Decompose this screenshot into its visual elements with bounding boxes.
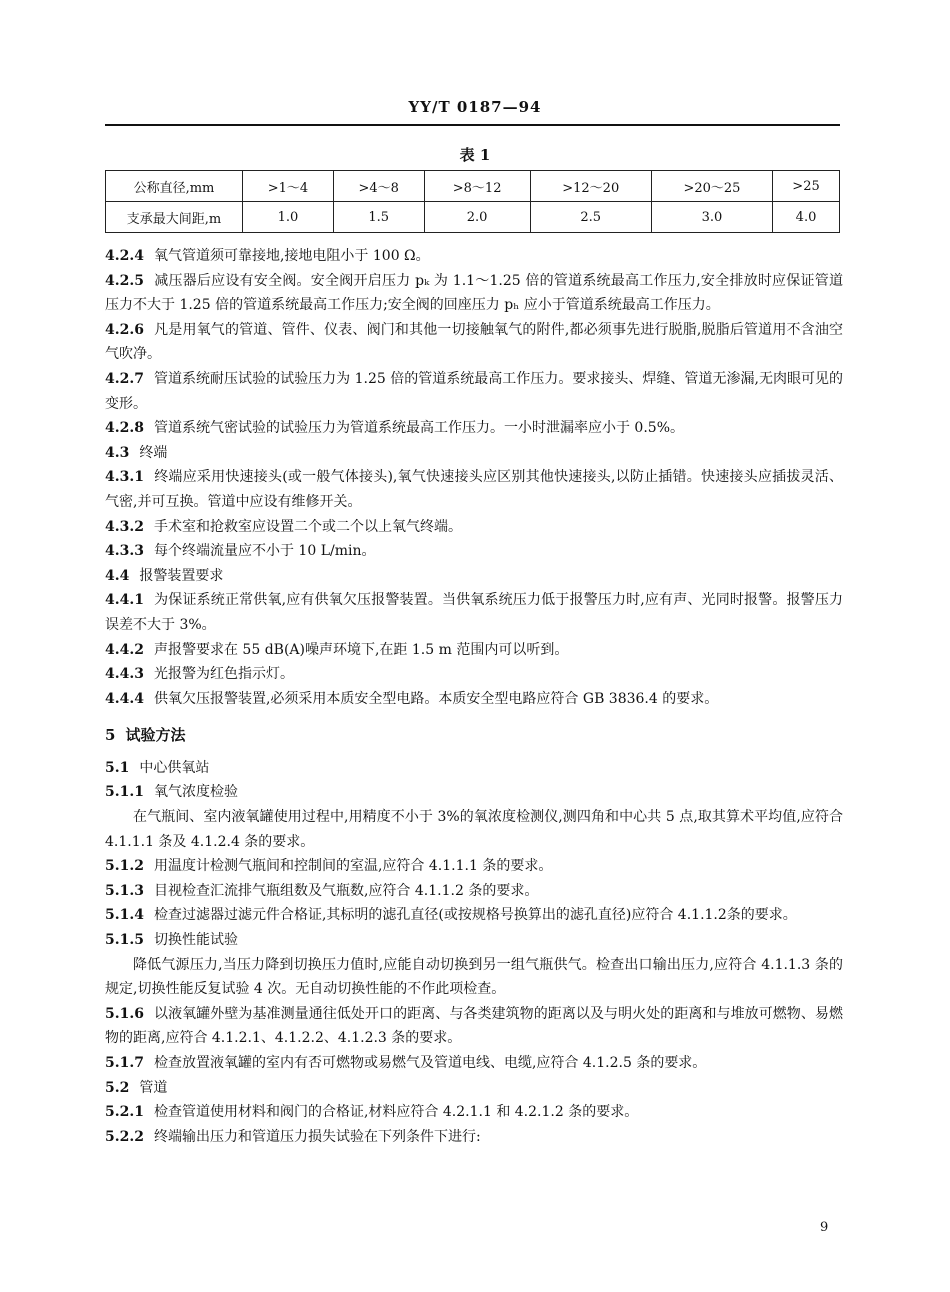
clause-text: 声报警要求在 55 dB(A)噪声环境下,在距 1.5 m 范围内可以听到。 <box>153 641 569 658</box>
table-cell: 4.0 <box>773 202 840 233</box>
row-header: 公称直径,mm <box>106 171 243 202</box>
clause-number: 4.2.5 <box>105 272 144 289</box>
clause-number: 4.4.2 <box>105 641 144 658</box>
table-cell: >25 <box>773 171 840 202</box>
clause-number: 5.1.6 <box>105 1005 144 1022</box>
clause-text: 供氧欠压报警装置,必须采用本质安全型电路。本质安全型电路应符合 GB 3836.4 的要求。 <box>153 690 719 707</box>
clause-text: 终端应采用快速接头(或一般气体接头),氧气快速接头应区别其他快速接头,以防止插错。快速接头应插拔灵活、气密,并可互换。管道中应设有维修开关。 <box>105 469 843 510</box>
table-cell: 2.5 <box>530 202 651 233</box>
clause-paragraph <box>105 539 843 564</box>
clause-text: 切换性能试验 <box>153 932 238 949</box>
clause-number: 4.3.3 <box>105 543 144 560</box>
table-cell: >4～8 <box>333 171 424 202</box>
clause-paragraph <box>105 953 843 1002</box>
table-cell: 1.0 <box>243 202 334 233</box>
clause-paragraph <box>105 780 843 805</box>
clause-paragraph <box>105 638 843 663</box>
standard-code: YY/T 0187—94 <box>408 98 542 116</box>
clause-text: 检查过滤器过滤元件合格证,其标明的滤孔直径(或按规格号换算出的滤孔直径)应符合 4.1.1.2条的要求。 <box>153 907 797 924</box>
clause-paragraph <box>105 441 843 466</box>
header-rule <box>105 124 840 126</box>
clause-number: 4.3 <box>105 444 130 461</box>
clause-text: 手术室和抢救室应设置二个或二个以上氧气终端。 <box>153 518 462 535</box>
clause-text: 光报警为红色指示灯。 <box>153 666 294 683</box>
section-heading <box>105 723 843 748</box>
table-cell: 2.0 <box>424 202 530 233</box>
clause-paragraph <box>105 687 843 712</box>
clause-text: 管道系统气密试验的试验压力为管道系统最高工作压力。一小时泄漏率应小于 0.5%。 <box>153 420 684 437</box>
clause-text: 终端输出压力和管道压力损失试验在下列条件下进行: <box>153 1128 481 1145</box>
clause-text: 终端 <box>139 444 168 461</box>
clause-number: 4.4.3 <box>105 666 144 683</box>
clause-number: 5.1.5 <box>105 932 144 949</box>
clauses-section-5 <box>105 756 843 1150</box>
clause-paragraph <box>105 1051 843 1076</box>
clause-text: 在气瓶间、室内液氧罐使用过程中,用精度不小于 3%的氧浓度检测仪,测四角和中心共 5 点,取其算术平均值,应符合 4.1.1.1 条及 4.1.2.4 条的要求。 <box>105 809 843 850</box>
clause-number: 4.2.6 <box>105 321 144 338</box>
clause-paragraph <box>105 244 843 269</box>
section-number: 5 <box>105 726 116 745</box>
clause-text: 减压器后应设有安全阀。安全阀开启压力 pₖ 为 1.1～1.25 倍的管道系统最高工作压力,安全排放时应保证管道压力不大于 1.25 倍的管道系统最高工作压力;安全阀的回座压力 pₕ 应小于管道系统最高工作压力。 <box>105 272 843 314</box>
clause-paragraph <box>105 1002 843 1051</box>
clause-text: 氧气浓度检验 <box>153 784 238 801</box>
clause-paragraph <box>105 367 843 416</box>
clause-number: 5.2.2 <box>105 1128 144 1145</box>
clause-text: 检查管道使用材料和阀门的合格证,材料应符合 4.2.1.1 和 4.2.1.2 条的要求。 <box>153 1104 639 1121</box>
clause-number: 5.1.7 <box>105 1055 144 1071</box>
clause-paragraph <box>105 1125 843 1150</box>
clause-number: 5.1.1 <box>105 784 144 801</box>
clause-text: 中心供氧站 <box>139 759 210 776</box>
clause-number: 5.1.4 <box>105 907 144 924</box>
page-number: 9 <box>820 1220 829 1235</box>
table-cell: 3.0 <box>651 202 772 233</box>
clause-number: 4.4 <box>105 567 130 584</box>
clause-text: 凡是用氧气的管道、管件、仪表、阀门和其他一切接触氧气的附件,都必须事先进行脱脂,脱脂后管道用不含油空气吹净。 <box>105 321 843 363</box>
clause-text: 报警装置要求 <box>139 567 224 584</box>
clause-text: 以液氧罐外壁为基准测量通往低处开口的距离、与各类建筑物的距离以及与明火处的距离和与堆放可燃物、易燃物的距离,应符合 4.1.2.1、4.1.2.2、4.1.2.3 条的要求。 <box>105 1005 843 1047</box>
section-title: 试验方法 <box>125 726 186 745</box>
table-cell: >20～25 <box>651 171 772 202</box>
clause-paragraph <box>105 465 843 514</box>
clause-number: 4.3.2 <box>105 518 144 535</box>
clause-paragraph <box>105 854 843 879</box>
table-row <box>106 202 840 233</box>
clauses-section-4 <box>105 244 843 711</box>
clause-paragraph <box>105 269 843 318</box>
clause-text: 氧气管道须可靠接地,接地电阻小于 100 Ω。 <box>153 248 430 264</box>
clause-number: 4.4.1 <box>105 592 144 609</box>
clause-text: 为保证系统正常供氧,应有供氧欠压报警装置。当供氧系统压力低于报警压力时,应有声、光同时报警。报警压力误差不大于 3%。 <box>105 592 843 633</box>
clause-paragraph <box>105 515 843 540</box>
table-caption: 表 1 <box>459 146 491 164</box>
clause-number: 5.1.3 <box>105 882 144 899</box>
clause-number: 5.1 <box>105 759 130 776</box>
table-row <box>106 171 840 202</box>
clause-text: 管道系统耐压试验的试验压力为 1.25 倍的管道系统最高工作压力。要求接头、焊缝、管道无渗漏,无肉眼可见的变形。 <box>105 370 843 412</box>
table-cell: >12～20 <box>530 171 651 202</box>
clause-number: 5.1.2 <box>105 858 144 875</box>
clause-paragraph <box>105 879 843 904</box>
clause-text: 目视检查汇流排气瓶组数及气瓶数,应符合 4.1.1.2 条的要求。 <box>153 882 539 899</box>
clause-text: 检查放置液氧罐的室内有否可燃物或易燃气及管道电线、电缆,应符合 4.1.2.5 条的要求。 <box>153 1055 707 1071</box>
clause-paragraph <box>105 1076 843 1101</box>
clause-text: 降低气源压力,当压力降到切换压力值时,应能自动切换到另一组气瓶供气。检查出口输出压力,应符合 4.1.1.3 条的规定,切换性能反复试验 4 次。无自动切换性能的不作此项检查。 <box>105 956 843 998</box>
clause-number: 5.2.1 <box>105 1104 144 1121</box>
clause-number: 4.2.8 <box>105 420 144 437</box>
clause-number: 4.2.4 <box>105 248 144 264</box>
clause-paragraph <box>105 564 843 589</box>
clause-text: 管道 <box>139 1079 168 1096</box>
clause-number: 4.3.1 <box>105 469 144 486</box>
clause-paragraph <box>105 318 843 367</box>
document-body <box>105 244 843 1149</box>
clause-text: 用温度计检测气瓶间和控制间的室温,应符合 4.1.1.1 条的要求。 <box>153 858 553 875</box>
clause-text: 每个终端流量应不小于 10 L/min。 <box>153 543 376 560</box>
clause-paragraph <box>105 416 843 441</box>
support-spacing-table <box>105 170 840 233</box>
clause-number: 4.4.4 <box>105 690 144 707</box>
clause-paragraph <box>105 903 843 928</box>
clause-paragraph <box>105 756 843 781</box>
clause-number: 5.2 <box>105 1079 130 1096</box>
table-cell: >1～4 <box>243 171 334 202</box>
clause-paragraph <box>105 805 843 854</box>
table-cell: 1.5 <box>333 202 424 233</box>
clause-number: 4.2.7 <box>105 370 144 387</box>
clause-paragraph <box>105 928 843 953</box>
clause-paragraph <box>105 588 843 637</box>
clause-paragraph <box>105 1100 843 1125</box>
table-cell: >8～12 <box>424 171 530 202</box>
row-header: 支承最大间距,m <box>106 202 243 233</box>
clause-paragraph <box>105 662 843 687</box>
